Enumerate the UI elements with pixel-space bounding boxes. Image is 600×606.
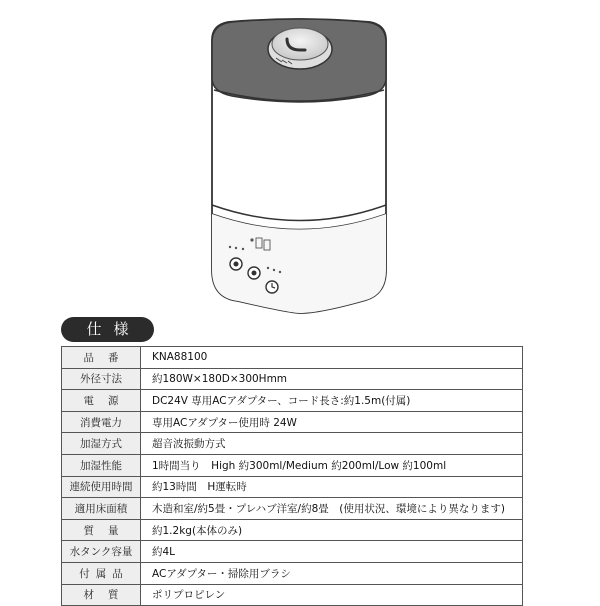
spec-value: KNA88100 <box>141 347 523 369</box>
spec-label: 水タンク容量 <box>62 541 141 563</box>
spec-value: 専用ACアダプター使用時 24W <box>141 411 523 433</box>
power-button-icon <box>230 258 242 270</box>
spec-label: 品番 <box>62 347 141 369</box>
spec-label: 質量 <box>62 519 141 541</box>
spec-value: 約180W×180D×300Hmm <box>141 368 523 390</box>
table-row <box>62 368 523 390</box>
table-row <box>62 519 523 541</box>
spec-label: 加湿方式 <box>62 433 141 455</box>
spec-label: 電源 <box>62 390 141 412</box>
table-row <box>62 498 523 520</box>
table-row <box>62 584 523 606</box>
spec-label: 材質 <box>62 584 141 606</box>
table-row <box>62 454 523 476</box>
table-row <box>62 562 523 584</box>
table-row <box>62 390 523 412</box>
spec-value: 1時間当り High 約300ml/Medium 約200ml/Low 約100ml <box>141 454 523 476</box>
spec-section-title: 仕様 <box>61 317 154 342</box>
spec-label: 外径寸法 <box>62 368 141 390</box>
spec-label: 適用床面積 <box>62 498 141 520</box>
spec-value: 約1.2kg(本体のみ) <box>141 519 523 541</box>
table-row <box>62 541 523 563</box>
table-row <box>62 476 523 498</box>
spec-value: ポリプロピレン <box>141 584 523 606</box>
knob <box>272 28 328 60</box>
spec-value: 木造和室/約5畳・プレハブ洋室/約8畳 (使用状況、環境により異なります) <box>141 498 523 520</box>
spec-label: 連続使用時間 <box>62 476 141 498</box>
table-row <box>62 433 523 455</box>
spec-label: 消費電力 <box>62 411 141 433</box>
table-row <box>62 347 523 369</box>
timer-button-icon <box>266 281 278 293</box>
spec-table <box>61 346 523 606</box>
table-row <box>62 411 523 433</box>
spec-value: 超音波振動方式 <box>141 433 523 455</box>
spec-label: 加湿性能 <box>62 454 141 476</box>
spec-value: ACアダプター・掃除用ブラシ <box>141 562 523 584</box>
mode-button-icon <box>248 267 260 279</box>
spec-value: DC24V 専用ACアダプター、コード長さ:約1.5m(付属) <box>141 390 523 412</box>
spec-value: 約13時間 H運転時 <box>141 476 523 498</box>
spec-value: 約4L <box>141 541 523 563</box>
spec-label: 付属品 <box>62 562 141 584</box>
